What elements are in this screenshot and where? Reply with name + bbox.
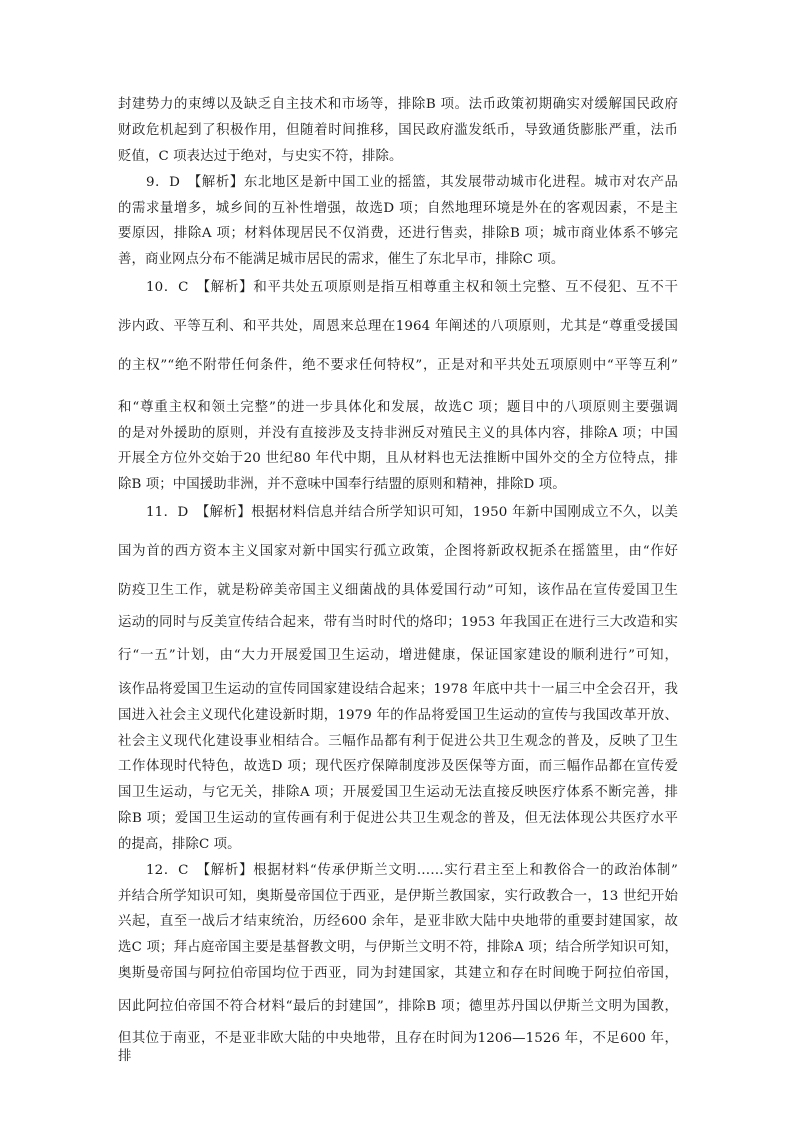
text-line: 社会主义现代化建设事业相结合。三幅作品都有利于促进公共卫生观念的普及，反映了卫生 [118,734,678,749]
text-line: 11．D 【解析】根据材料信息并结合所学知识可知，1950 年新中国刚成立不久，以美 [146,505,678,520]
text-line: 涉内政、平等互利、和平共处，周恩来总理在1964 年阐述的八项原则，尤其是“尊重受援国 [118,319,678,334]
text-line: 的需求量增多，城乡间的互补性增强，故选D 项；自然地理环境是外在的客观因素，不是主 [118,201,678,216]
text-line: 选C 项；拜占庭帝国主要是基督教文明，与伊斯兰文明不符，排除A 项；结合所学知识可知， [118,940,678,955]
text-line: 贬值，C 项表达过于绝对，与史实不符，排除。 [118,149,403,164]
text-line: 10．C 【解析】和平共处五项原则是指互相尊重主权和领土完整、互不侵犯、互不干 [146,280,678,295]
text-line: 的主权”“绝不附带任何条件，绝不要求任何特权”，正是对和平共处五项原则中“平等互利” [118,358,678,373]
text-line: 12．C 【解析】根据材料“传承伊斯兰文明……实行君主至上和教俗合一的政治体制” [146,863,678,878]
text-line: 和“尊重主权和领土完整”的进一步具体化和发展，故选C 项；题目中的八项原则主要强调 [118,400,678,415]
text-line: 善，商业网点分布不能满足城市居民的需求，催生了东北早市，排除C 项。 [118,252,565,267]
text-line: 奥斯曼帝国与阿拉伯帝国均位于西亚，同为封建国家，其建立和存在时间晚于阿拉伯帝国， [118,966,678,981]
text-line: 的提高，排除C 项。 [118,837,241,852]
text-line: 除B 项；中国援助非洲，并不意味中国奉行结盟的原则和精神，排除D 项。 [118,477,566,492]
text-line: 9．D 【解析】东北地区是新中国工业的摇篮，其发展带动城市化进程。城市对农产品 [146,175,678,190]
text-line: 因此阿拉伯帝国不符合材料“最后的封建国”，排除B 项；德里苏丹国以伊斯兰文明为国教， [118,999,678,1014]
text-line: 国为首的西方资本主义国家对新中国实行孤立政策，企图将新政权扼杀在摇篮里，由“作好 [118,544,678,559]
text-line: 运动的同时与反美宣传结合起来，带有当时时代的烙印；1953 年我国正在进行三大改造和实 [118,615,678,630]
text-line: 兴起，直至一战后才结束统治，历经600 余年，是亚非欧大陆中央地带的重要封建国家，故 [118,914,678,929]
text-line: 财政危机起到了积极作用，但随着时间推移，国民政府滥发纸币，导致通货膨胀严重，法币 [118,123,678,138]
text-line: 防疫卫生工作，就是粉碎美帝国主义细菌战的具体爱国行动”可知，该作品在宣传爱国卫生 [118,583,678,598]
text-line: 工作体现时代特色，故选D 项；现代医疗保障制度涉及医保等方面，而三幅作品都在宣传爱 [118,759,678,774]
text-line: 行“一五”计划，由“大力开展爱国卫生运动，增进健康，保证国家建设的顺利进行”可知， [118,648,678,663]
text-line: 除B 项；爱国卫生运动的宣传画有利于促进公共卫生观念的普及，但无法体现公共医疗水平 [118,811,678,826]
text-line: 但其位于南亚，不是亚非欧大陆的中央地带，且存在时间为1206—1526 年，不足600 年，排 [118,1031,678,1064]
text-line: 并结合所学知识可知，奥斯曼帝国位于西亚，是伊斯兰教国家，实行政教合一，13 世纪开始 [118,889,678,904]
text-line: 开展全方位外交始于20 世纪80 年代中期，且从材料也无法推断中国外交的全方位特点，排 [118,451,678,466]
text-line: 封建势力的束缚以及缺乏自主技术和市场等，排除B 项。法币政策初期确实对缓解国民政府 [118,97,678,112]
text-line: 要原因，排除A 项；材料体现居民不仅消费，还进行售卖，排除B 项；城市商业体系不够完 [118,226,678,241]
text-line: 国卫生运动，与它无关，排除A 项；开展爱国卫生运动无法直接反映医疗体系不断完善，排 [118,785,678,800]
text-line: 该作品将爱国卫生运动的宣传同国家建设结合起来；1978 年底中共十一届三中全会召开，我 [118,682,678,697]
text-line: 国进入社会主义现代化建设新时期，1979 年的作品将爱国卫生运动的宣传与我国改革开放、 [118,708,678,723]
text-line: 的是对外援助的原则，并没有直接涉及支持非洲反对殖民主义的具体内容，排除A 项；中国 [118,426,678,441]
